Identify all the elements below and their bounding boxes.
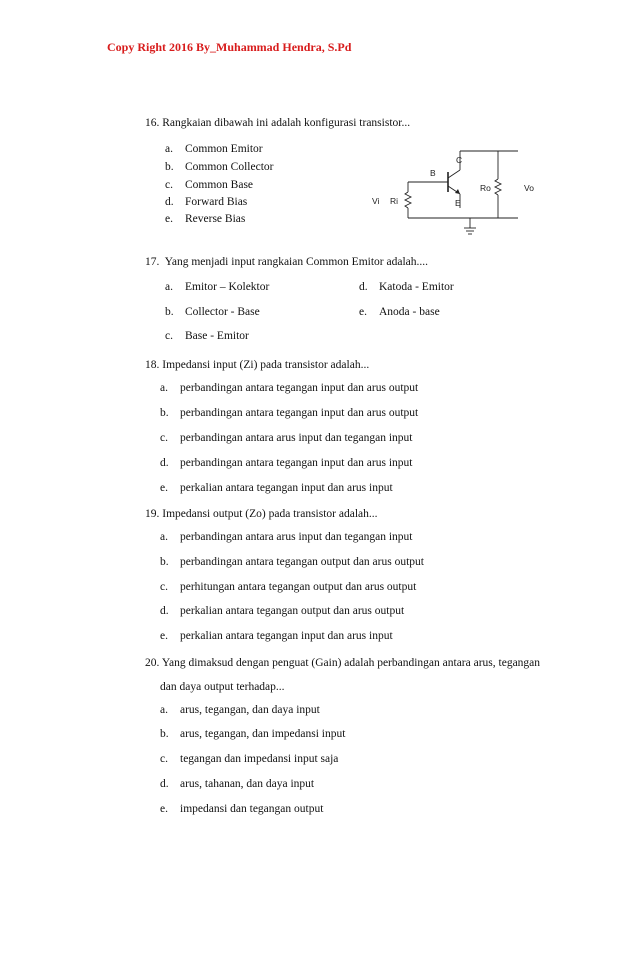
question-text: Rangkaian dibawah ini adalah konfigurasi transistor... (162, 117, 411, 129)
label-ri: Ri (390, 196, 399, 206)
option-17e: e. Anoda - base (359, 306, 440, 318)
question-number: 16. (145, 117, 160, 129)
option-19a: a. perbandingan antara arus input dan tegangan input (160, 531, 413, 543)
option-19c: c. perhitungan antara tegangan output dan arus output (160, 581, 417, 593)
option-16a: a. Common Emitor (165, 143, 263, 155)
question-text: Impedansi input (Zi) pada transistor adalah... (162, 359, 370, 371)
option-18e: e. perkalian antara tegangan input dan arus input (160, 482, 393, 494)
question-number: 19. (145, 508, 160, 520)
question-text: Yang menjadi input rangkaian Common Emitor adalah.... (164, 256, 428, 268)
label-vi: Vi (372, 196, 380, 206)
question-number: 17. (145, 256, 160, 268)
option-19b: b. perbandingan antara tegangan output dan arus output (160, 556, 424, 568)
option-18a: a. perbandingan antara tegangan input dan arus output (160, 382, 419, 394)
option-20c: c. tegangan dan impedansi input saja (160, 753, 339, 765)
transistor-circuit-diagram (360, 142, 550, 242)
option-17a: a. Emitor – Kolektor (165, 281, 270, 293)
option-20b: b. arus, tegangan, dan impedansi input (160, 728, 346, 740)
option-16b: b. Common Collector (165, 161, 274, 173)
option-17b: b. Collector - Base (165, 306, 260, 318)
question-number: 20. (145, 657, 160, 669)
option-17c: c. Base - Emitor (165, 330, 249, 342)
label-b: B (430, 168, 436, 178)
option-18c: c. perbandingan antara arus input dan tegangan input (160, 432, 413, 444)
label-ro: Ro (480, 183, 491, 193)
question-17 (145, 254, 428, 270)
option-20e: e. impedansi dan tegangan output (160, 803, 324, 815)
question-19 (145, 506, 378, 522)
question-20 (145, 655, 540, 671)
option-16d: d. Forward Bias (165, 196, 248, 208)
question-18 (145, 357, 369, 373)
option-17d: d. Katoda - Emitor (359, 281, 454, 293)
question-text: Yang dimaksud dengan penguat (Gain) adalah perbandingan antara arus, tegangan (161, 657, 541, 669)
copyright-header: Copy Right 2016 By_Muhammad Hendra, S.Pd (107, 40, 352, 54)
label-c: C (456, 155, 463, 165)
question-number: 18. (145, 359, 160, 371)
question-16 (145, 115, 410, 131)
option-18b: b. perbandingan antara tegangan input dan arus output (160, 407, 419, 419)
option-20d: d. arus, tahanan, dan daya input (160, 778, 315, 790)
option-19d: d. perkalian antara tegangan output dan arus output (160, 605, 405, 617)
option-20a: a. arus, tegangan, dan daya input (160, 704, 320, 716)
question-20-continuation: dan daya output terhadap... (160, 681, 285, 693)
label-vo: Vo (524, 183, 534, 193)
option-16c: c. Common Base (165, 179, 254, 191)
option-19e: e. perkalian antara tegangan input dan arus input (160, 630, 393, 642)
question-text: Impedansi output (Zo) pada transistor adalah... (162, 508, 378, 520)
option-18d: d. perbandingan antara tegangan input dan arus input (160, 457, 413, 469)
option-16e: e. Reverse Bias (165, 213, 246, 225)
label-e: E (455, 198, 461, 208)
